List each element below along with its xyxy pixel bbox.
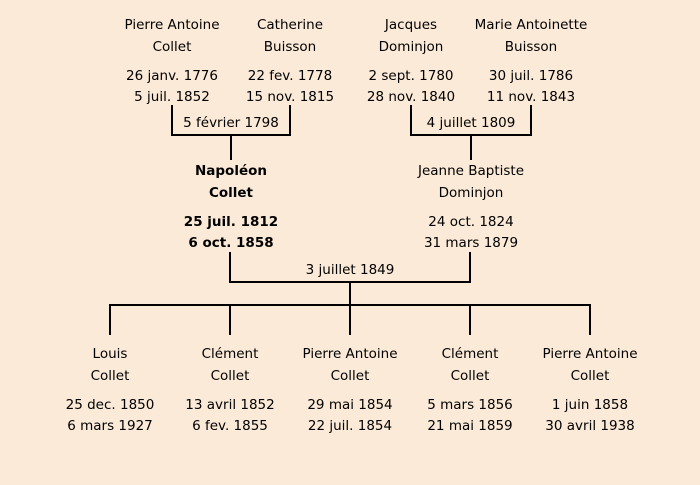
given-name: Catherine (256, 17, 324, 33)
marriage-bracket-collet-dominjon (229, 252, 471, 283)
child-drop-line (349, 304, 351, 335)
child-drop-line (589, 304, 591, 335)
given-name: Pierre Antoine (302, 346, 398, 362)
marriage-date: 4 juillet 1809 (426, 115, 516, 131)
birth-date: 1 juin 1858 (551, 397, 629, 413)
death-date: 6 fev. 1855 (192, 418, 268, 434)
person-card-marie-antoinette-buisson (456, 14, 606, 108)
death-date: 6 mars 1927 (67, 418, 153, 434)
person-name (156, 160, 306, 204)
death-date: 21 mai 1859 (427, 418, 513, 434)
given-name: Jacques (384, 17, 438, 33)
given-name: Clément (441, 346, 499, 362)
birth-date: 30 juil. 1786 (488, 68, 574, 84)
given-name: Pierre Antoine (542, 346, 638, 362)
birth-date: 26 janv. 1776 (126, 68, 218, 84)
death-date: 5 juil. 1852 (134, 89, 210, 105)
person-dates (396, 212, 546, 254)
person-dates (456, 66, 606, 108)
surname: Collet (210, 368, 250, 384)
given-name: Marie Antoinette (474, 17, 588, 33)
surname: Collet (330, 368, 370, 384)
marriage-date: 3 juillet 1849 (305, 262, 395, 278)
surname: Collet (570, 368, 610, 384)
descent-line (230, 135, 232, 160)
given-name: Napoléon (194, 163, 267, 179)
given-name: Jeanne Baptiste (417, 163, 525, 179)
surname: Buisson (263, 39, 317, 55)
surname: Collet (90, 368, 130, 384)
marriage-date: 5 février 1798 (183, 115, 279, 131)
child-drop-line (109, 304, 111, 335)
surname: Collet (208, 185, 254, 201)
surname: Dominjon (438, 185, 504, 201)
death-date: 30 avril 1938 (545, 418, 635, 434)
person-card-napoleon-collet (156, 160, 306, 254)
surname: Collet (152, 39, 192, 55)
person-name (396, 160, 546, 204)
birth-date: 25 dec. 1850 (65, 397, 155, 413)
birth-date: 25 juil. 1812 (183, 214, 279, 230)
birth-date: 22 fev. 1778 (247, 68, 333, 84)
birth-date: 13 avril 1852 (185, 397, 275, 413)
death-date: 31 mars 1879 (423, 235, 519, 251)
birth-date: 5 mars 1856 (427, 397, 513, 413)
child-drop-line (229, 304, 231, 335)
given-name: Clément (201, 346, 259, 362)
person-card-jeanne-baptiste-dominjon (396, 160, 546, 254)
birth-date: 2 sept. 1780 (368, 68, 454, 84)
death-date: 6 oct. 1858 (188, 235, 274, 251)
person-dates (156, 212, 306, 254)
given-name: Pierre Antoine (124, 17, 220, 33)
person-name (515, 343, 665, 387)
child-drop-line (469, 304, 471, 335)
surname: Buisson (504, 39, 558, 55)
descent-line (470, 135, 472, 160)
person-card-pierre-antoine-collet-jr2 (515, 343, 665, 437)
surname: Dominjon (378, 39, 444, 55)
marriage-bracket-dominjon-buisson (410, 105, 532, 136)
death-date: 28 nov. 1840 (366, 89, 456, 105)
birth-date: 29 mai 1854 (307, 397, 393, 413)
death-date: 11 nov. 1843 (486, 89, 576, 105)
death-date: 22 juil. 1854 (307, 418, 393, 434)
surname: Collet (450, 368, 490, 384)
person-name (456, 14, 606, 58)
marriage-bracket-collet-buisson (171, 105, 291, 136)
person-dates (515, 395, 665, 437)
birth-date: 24 oct. 1824 (428, 214, 514, 230)
given-name: Louis (92, 346, 128, 362)
death-date: 15 nov. 1815 (245, 89, 335, 105)
